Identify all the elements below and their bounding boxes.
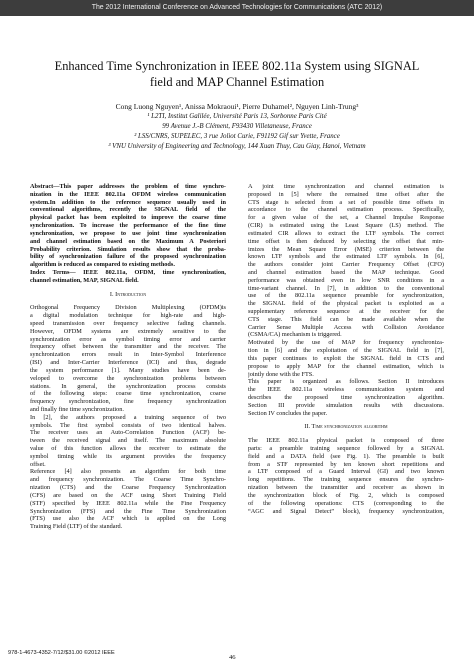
text-line: A joint time synchronization and channel estimation is [248,183,444,190]
text-line: Section IV concludes the paper. [248,409,328,417]
text-line: (STF) specified by IEEE 802.11a while the Fine Frequency [30,499,226,507]
text-line: symbols. The first symbol consists of two identical halves. [30,421,226,429]
text-line: In [2], the authors proposed a training sequence of two [30,413,226,421]
text-line: However, OFDM systems are extremely sensitive to the [30,327,226,335]
text-line: bility of synchronization failure of the proposed synchronization [30,253,226,261]
text-line: frequency offset between the transmitter and the receiver. The [30,343,226,351]
text-line: of the following operations: CTS (corresponding to the [248,499,444,507]
text-line: Orthogonal Frequency Division Multiplexing (OFDM)is [30,304,226,312]
title-line: field and MAP Channel Estimation [149,75,325,89]
text-line: Motivated by the use of MAP for frequency synchroniza- [248,339,444,347]
text-line: accordance to the channel estimation process. Specifically, [248,206,444,214]
text-line: Training Field (LTF) of the standard. [30,523,123,531]
text-line: offset. [30,460,46,468]
text-line: Carrier Sense Multiple Access with Collision Avoidance [248,323,444,331]
text-line: CTS stage. This field can be made available when the [248,315,444,323]
text-line: propose to apply MAP for the channel estimation, which is [248,362,444,370]
conference-banner: The 2012 International Conference on Advanced Technologies for Communications (ATC 2012) [0,0,474,16]
text-line: system.In addition to the reference sequence usually used in [30,198,226,206]
text-line: imizes the Mean Square Error (MSE) criterion between the [248,245,444,253]
text-line: frequency synchronization, fine frequency synchronization [30,398,226,406]
text-line: The receiver uses an Auto-Correlation Function (ACF) be- [30,429,226,437]
text-line: and frequency synchronization. The Coarse Time Synchro- [30,476,226,484]
text-line: Probability criterion. Simulation results show that the proba- [30,245,226,253]
text-line: Abstract—This paper addresses the problem of time synchro- [30,183,226,190]
text-line: the SIGNAL field of the physical packet is exploited as a [248,300,444,308]
text-line: the synchronization block of Fig. 2, which is composed [248,491,444,499]
text-line: a digital modulation technique for high-rate and high- [30,312,226,320]
text-line: synchronization, we propose to use joint time synchronization [30,229,226,237]
section-heading: I. Introduction [109,290,147,298]
text-line: and channel estimation based the MAP technique. Good [248,268,444,276]
text-line: Index Terms— IEEE 802.11a, OFDM, time synchronization, [30,268,226,276]
text-line: time offset is then deduced by selecting the offset that min- [248,237,444,245]
text-line: for a given value of the set, a Channel Impulse Response [248,214,444,222]
text-line: conventional algorithms, recently the SIGNAL field of the [30,206,226,214]
text-line: performance was obtained even in low SNR conditions in a [248,276,444,284]
text-line: a LTF composed of a Guard Interval (GI) and two known [248,468,444,476]
text-line: value of this function allows the receiver to estimate the [30,445,226,452]
text-line: synchronization error as symbol timing error and carrier [30,335,226,343]
text-line: (FTS) use also the ACF which is applied on the Long [30,515,226,523]
text-line: veloped to overcome the synchronization problems between [30,374,226,382]
text-line: and finally fine time synchronization. [30,405,124,413]
affiliation-line: ¹ L2TI, Institut Galilée, Université Paris 13, Sorbonne Paris Cité [147,113,327,120]
text-line: tween the received signal and itself. The maximum absolute [30,437,226,445]
text-line: Synchronization (FFS) and the Fine Time Synchronization [30,507,226,515]
affiliation-line: ³ VNU University of Engineering and Technology, 144 Xuan Thuy, Cau Giay, Hanoi, Vietnam [108,143,366,150]
text-line: time-variant channel. In [7], in addition to the conventional [248,284,444,292]
text-line: channel estimation, MAP, SIGNAL field. [30,276,139,284]
text-line: the authors consider joint Carrier Frequency Offset (CFO) [248,261,444,269]
text-line: (CSMA/CA) mechanism is triggered. [248,331,342,339]
text-line: this paper continues to exploit the SIGNAL field in CTS and [248,354,444,362]
text-line: parts: a preamble training sequence followed by a SIGNAL [248,445,444,452]
text-line: symbol timing while its argument provides the frequency [30,452,226,460]
text-line: synchronization errors result in Inter-Symbol Interference [30,351,226,359]
text-line: supplementary reference sequence at the receiver for the [248,308,444,315]
text-line: nization (CTS) and the Coarse Frequency Synchronization [30,484,226,492]
text-line: “AGC and Signal Detect” block), frequency synchronization, [248,507,444,515]
text-line: and channel estimation based on the Maximum A Posteriori [30,237,226,245]
affiliation-line: ² LSS/CNRS, SUPELEC, 3 rue Joliot Curie, F91192 Gif sur Yvette, France [134,133,340,140]
text-line: (CIR) is estimated using the Least Square (LS) method. The [248,222,444,230]
text-line: jointly done with the FTS. [248,370,314,378]
text-line: (ISI) and Inter-Carrier Interference (ICI) and thus, degrade [30,359,226,367]
text-line: physical packet has been exploited to improve the coarse time [30,214,226,222]
text-line: Section III provide simulation results with discussions. [248,401,444,409]
text-line: the IEEE 802.11a wireless communication system and [248,386,444,394]
title-line: Enhanced Time Synchronization in IEEE 802.11a System using SIGNAL [54,59,420,73]
author-list: Cong Luong Nguyen¹, Anissa Mokraoui¹, Pierre Duhamel², Nguyen Linh-Trung³ [115,102,359,111]
text-line: field and a DATA field (see Fig. 1). The preamble is built [248,452,444,460]
text-line: This paper is organized as follows. Section II introduces [248,378,444,386]
text-line: CTS stage is selected from a set of possible time offsets in [248,198,444,206]
page-number: 46 [229,654,236,661]
text-line: speed transmission over frequency selective fading channels. [30,320,226,327]
text-line: The IEEE 802.11a physical packet is composed of three [248,437,444,445]
text-line: Reference [4] also presents an algorithm for both time [30,468,226,476]
text-line: describes the proposed time synchronization algorithm. [248,393,444,401]
text-line: estimated CIR allows to extract the LTF symbols. The correct [248,229,444,237]
text-line: of the following steps: coarse time synchronization, coarse [30,390,226,398]
text-line: the system performance [1]. Many studies have been de- [30,366,226,374]
affiliation-line: 99 Avenue J.-B Clément, F93430 Villetaneuse, France [162,123,312,130]
paper-title [30,58,444,90]
text-line: known LTF symbols and the estimated LTF symbols. In [6], [248,253,444,261]
text-line: algorithm is reduced as compared to existing methods. [30,261,175,269]
right-column [248,183,444,515]
text-line: nization in the IEEE 802.11a OFDM wireless communication [30,190,226,198]
text-line: long repetitions. The training sequence ensures the synchro- [248,476,444,484]
text-line: proposed in [5] where the remained time offset after the [248,190,444,198]
text-line: use of the 802.11a sequence preamble for synchronization, [248,292,444,300]
text-line: nization between the transmitter and receiver as shown in [248,484,444,492]
section-heading: II. Time synchronization algorithm [304,423,388,431]
left-column [30,183,226,531]
text-line: synchronization. To increase the performance of the fine time [30,222,226,230]
text-line: stations. In general, the synchronization process consists [30,382,226,390]
copyright-notice: 978-1-4673-4352-7/12/$31.00 ©2012 IEEE [8,650,115,656]
text-line: (CFS) are based on the ACF using Short Training Field [30,491,226,499]
text-line: from a STF represented by ten known short repetitions and [248,460,444,468]
text-line: tion in [6] and the exploitation of the SIGNAL field in [7], [248,347,444,355]
